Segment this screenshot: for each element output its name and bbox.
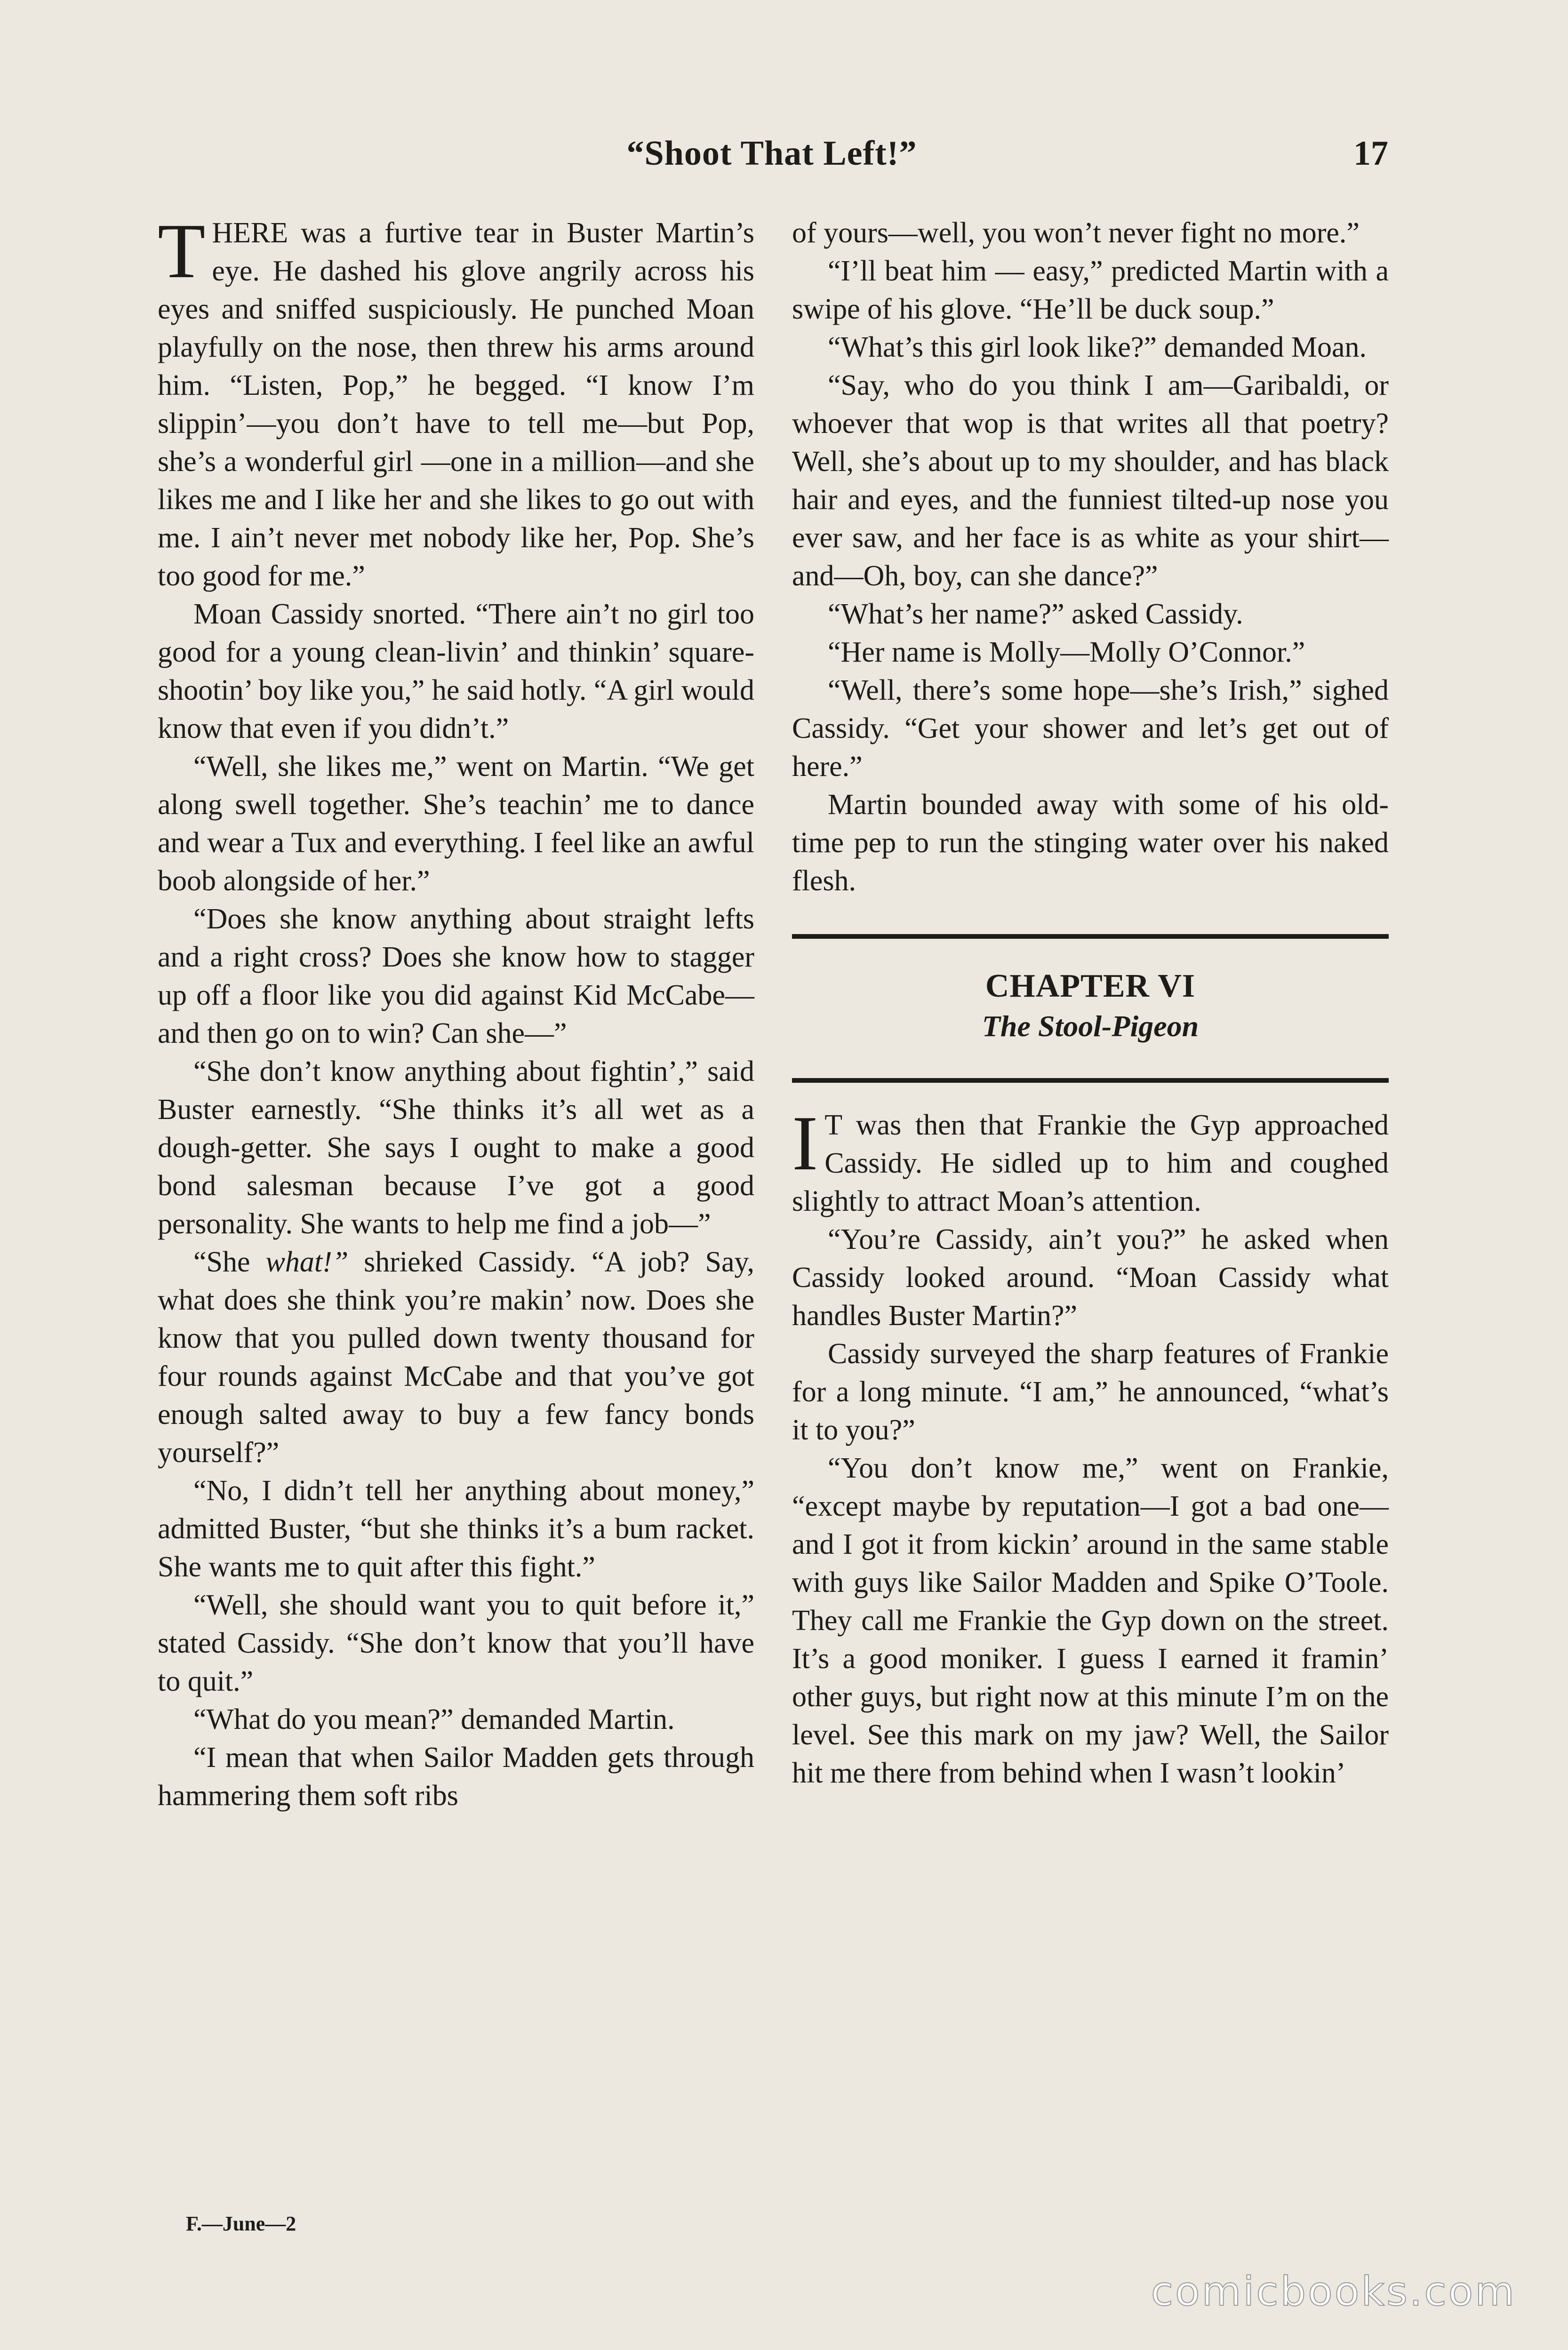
paragraph: “I’ll beat him — easy,” predicted Martin with a swipe of his glove. “He’ll be duck soup.”	[792, 255, 1389, 325]
paragraph: “What do you mean?” demanded Martin.	[193, 1703, 675, 1735]
paragraph: “She don’t know anything about fightin’,” said Buster earnestly. “She thinks it’s all wet as a dough-getter. She says I ought to make a good bond salesman because I’ve got a good personality. She wants to help me find a job—”	[158, 1055, 754, 1240]
left-column	[158, 208, 754, 1815]
paragraph: of yours—well, you won’t never fight no more.”	[792, 217, 1360, 249]
drop-cap: T	[158, 208, 206, 294]
paragraph	[158, 208, 754, 595]
chapter-title: CHAPTER VI	[985, 968, 1196, 1004]
paragraph: “I mean that when Sailor Madden gets through hammering them soft ribs	[158, 1742, 754, 1812]
chapter-subtitle: The Stool-Pigeon	[982, 1009, 1199, 1043]
drop-cap: I	[792, 1100, 818, 1186]
page-header	[155, 131, 1388, 197]
paragraph: “Well, she likes me,” went on Martin. “We get along swell together. She’s teachin’ me to dance and wear a Tux and everything. I feel like an awful boob alongside of her.”	[158, 751, 754, 897]
printer-signature: F.—June—2	[186, 2212, 296, 2235]
paragraph-text: HERE was a furtive tear in Buster Martin’s eye. He dashed his glove angrily across his eyes and sniffed suspiciously. He punched Moan playfully on the nose, then threw his arms around him. “Listen, Pop,” he begged. “I know I’m slippin’—you don’t have to tell me—but Pop, she’s a wonderful girl —one in a million—and she likes me and I like her and she likes to go out with me. I ain’t never met nobody like her, Pop. She’s too good for me.”	[158, 217, 754, 592]
paragraph-text: shrieked Cassidy. “A job? Say, what does she think you’re makin’ now. Does she know that you pulled down twenty thousand for four rounds against McCabe and that you’ve got enough salted away to buy a few fancy bonds yourself?”	[158, 1246, 754, 1469]
emphasis-text: what!”	[265, 1246, 349, 1278]
paragraph: Martin bounded away with some of his old-time pep to run the stinging water over his naked flesh.	[792, 789, 1389, 897]
watermark: comicbooks.com	[1151, 2268, 1516, 2315]
paragraph: “Well, she should want you to quit before it,” stated Cassidy. “She don’t know that you’ll have to quit.”	[158, 1589, 754, 1697]
paragraph: Moan Cassidy snorted. “There ain’t no girl too good for a young clean-livin’ and thinkin’ square-shootin’ boy like you,” he said hotly. “A girl would know that even if you didn’t.”	[158, 598, 754, 744]
paragraph: “What’s this girl look like?” demanded Moan.	[828, 331, 1367, 363]
paragraph: “You don’t know me,” went on Frankie, “except maybe by reputation—I got a bad one—and I got it from kickin’ around in the same stable with guys like Sailor Madden and Spike O’Toole. They call me Frankie the Gyp down on the street. It’s a good moniker. I guess I earned it framin’ other guys, but right now at this minute I’m on the level. See this mark on my jaw? Well, the Sailor hit me there from behind when I wasn’t lookin’	[792, 1452, 1389, 1789]
paragraph-text: “She	[193, 1246, 266, 1278]
paragraph: “Does she know anything about straight lefts and a right cross? Does she know how to stagger up off a floor like you did against Kid McCabe—and then go on to win? Can she—”	[158, 903, 754, 1049]
paragraph: Cassidy surveyed the sharp features of Frankie for a long minute. “I am,” he announced, “what’s it to you?”	[792, 1338, 1389, 1446]
paragraph: “You’re Cassidy, ain’t you?” he asked when Cassidy looked around. “Moan Cassidy what handles Buster Martin?”	[792, 1223, 1389, 1332]
paragraph: “No, I didn’t tell her anything about money,” admitted Buster, “but she thinks it’s a bum racket. She wants me to quit after this fight.”	[158, 1475, 754, 1583]
paragraph	[158, 1243, 754, 1472]
paragraph: “What’s her name?” asked Cassidy.	[828, 598, 1243, 630]
paragraph-text: T was then that Frankie the Gyp approached Cassidy. He sidled up to him and coughed slightly to attract Moan’s attention.	[792, 1109, 1389, 1217]
paragraph: “Well, there’s some hope—she’s Irish,” sighed Cassidy. “Get your shower and let’s get out of here.”	[792, 674, 1389, 783]
page-number: 17	[1353, 134, 1388, 173]
paragraph: “Say, who do you think I am—Garibaldi, or whoever that wop is that writes all that poetry? Well, she’s about up to my shoulder, and has black hair and eyes, and the funniest tilted-up nose you ever saw, and her face is as white as your shirt—and—Oh, boy, can she dance?”	[792, 369, 1389, 592]
paragraph	[792, 1100, 1389, 1221]
paragraph: “Her name is Molly—Molly O’Connor.”	[828, 636, 1305, 668]
section-divider	[792, 934, 1389, 939]
right-column	[792, 214, 1389, 1792]
section-divider	[792, 1078, 1389, 1083]
running-title: “Shoot That Left!”	[626, 134, 917, 173]
